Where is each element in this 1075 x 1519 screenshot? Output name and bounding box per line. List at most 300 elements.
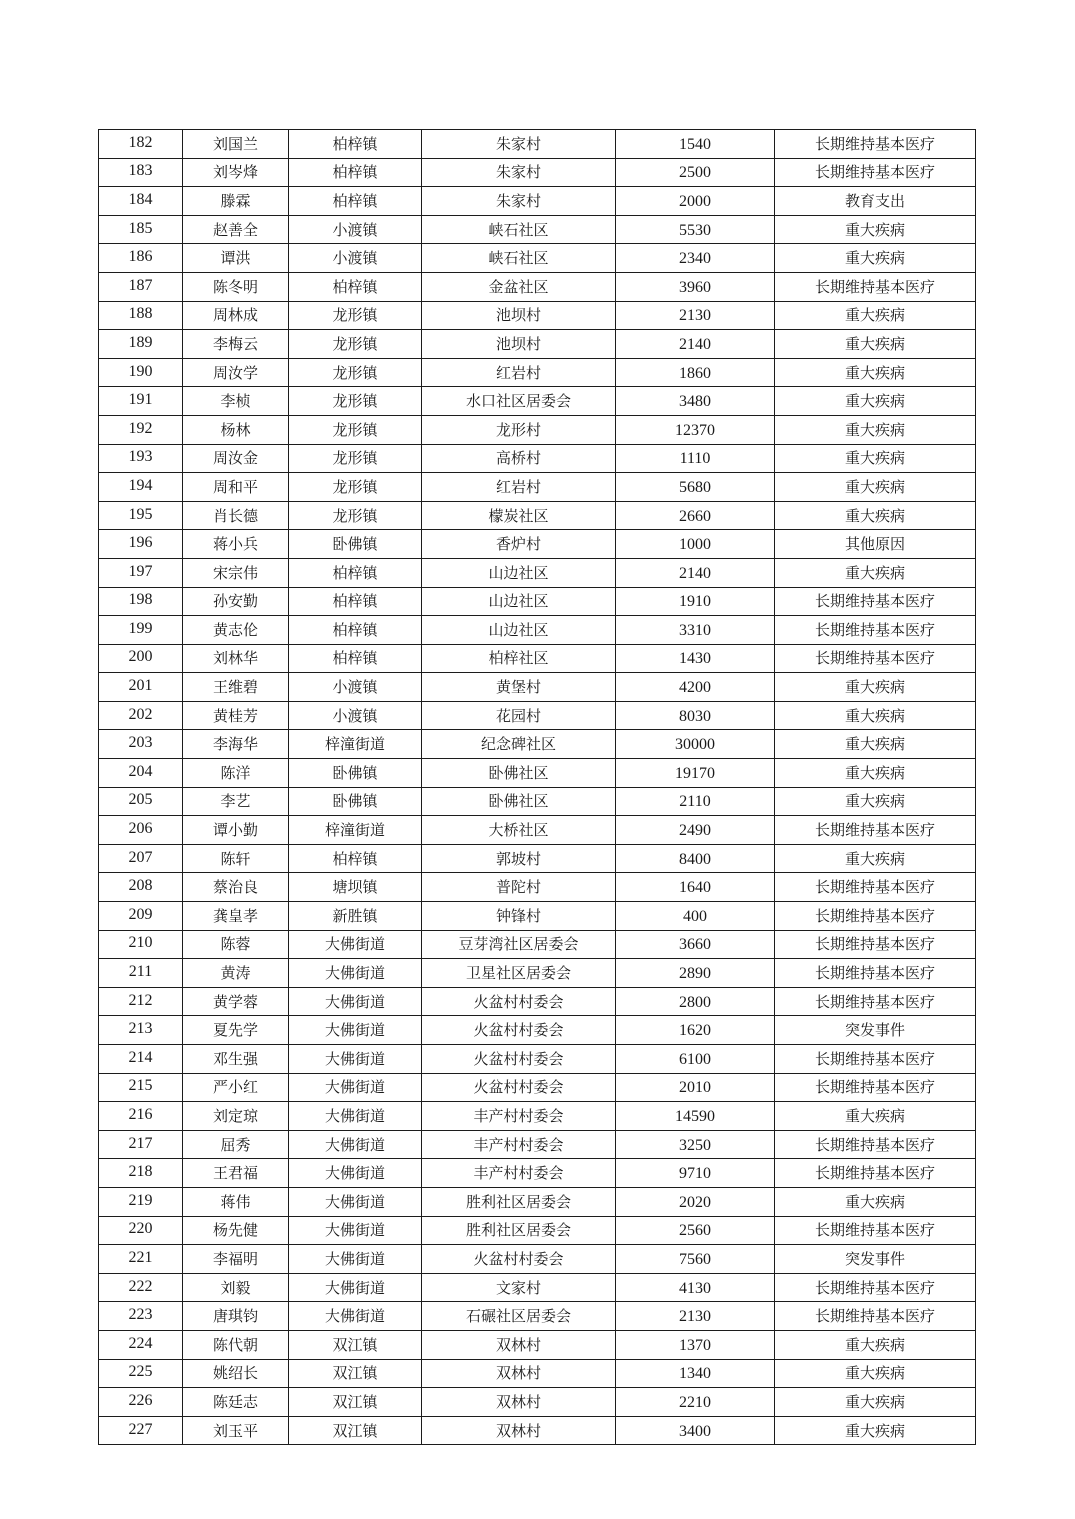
cell-name: 王维碧 [183, 673, 289, 702]
cell-name: 黄志伦 [183, 616, 289, 645]
cell-amount: 19170 [616, 759, 775, 788]
cell-village: 文家村 [422, 1273, 616, 1302]
cell-village: 丰产村村委会 [422, 1130, 616, 1159]
cell-name: 李艺 [183, 787, 289, 816]
cell-reason: 重大疾病 [775, 1359, 976, 1388]
cell-serial-number: 188 [99, 301, 183, 330]
cell-reason: 重大疾病 [775, 444, 976, 473]
cell-village: 丰产村村委会 [422, 1159, 616, 1188]
cell-town: 新胜镇 [289, 902, 422, 931]
cell-reason: 突发事件 [775, 1016, 976, 1045]
cell-reason: 长期维持基本医疗 [775, 930, 976, 959]
cell-reason: 长期维持基本医疗 [775, 1073, 976, 1102]
cell-amount: 7560 [616, 1245, 775, 1274]
cell-serial-number: 194 [99, 473, 183, 502]
table-row [99, 387, 976, 416]
cell-name: 陈代朝 [183, 1330, 289, 1359]
cell-name: 陈廷志 [183, 1388, 289, 1417]
cell-serial-number: 207 [99, 844, 183, 873]
cell-village: 山边社区 [422, 558, 616, 587]
cell-village: 纪念碑社区 [422, 730, 616, 759]
cell-reason: 长期维持基本医疗 [775, 644, 976, 673]
cell-town: 塘坝镇 [289, 873, 422, 902]
cell-name: 蒋小兵 [183, 530, 289, 559]
cell-town: 大佛街道 [289, 1102, 422, 1131]
cell-serial-number: 220 [99, 1216, 183, 1245]
cell-serial-number: 191 [99, 387, 183, 416]
cell-town: 龙形镇 [289, 415, 422, 444]
cell-amount: 2000 [616, 187, 775, 216]
cell-village: 郭坡村 [422, 844, 616, 873]
relief-recipients-table [98, 129, 976, 1445]
cell-name: 蒋伟 [183, 1187, 289, 1216]
table-row [99, 1159, 976, 1188]
table-row [99, 1102, 976, 1131]
cell-town: 小渡镇 [289, 244, 422, 273]
cell-reason: 重大疾病 [775, 358, 976, 387]
table-row [99, 1245, 976, 1274]
cell-amount: 3660 [616, 930, 775, 959]
cell-village: 龙形村 [422, 415, 616, 444]
table-row [99, 358, 976, 387]
table-row [99, 444, 976, 473]
cell-reason: 重大疾病 [775, 215, 976, 244]
cell-town: 柏梓镇 [289, 616, 422, 645]
table-row [99, 701, 976, 730]
cell-town: 大佛街道 [289, 1302, 422, 1331]
cell-reason: 重大疾病 [775, 673, 976, 702]
cell-village: 火盆村村委会 [422, 1073, 616, 1102]
cell-town: 龙形镇 [289, 301, 422, 330]
cell-village: 火盆村村委会 [422, 1016, 616, 1045]
table-row [99, 301, 976, 330]
cell-reason: 长期维持基本医疗 [775, 1302, 976, 1331]
cell-town: 大佛街道 [289, 930, 422, 959]
cell-village: 火盆村村委会 [422, 987, 616, 1016]
cell-serial-number: 222 [99, 1273, 183, 1302]
cell-name: 刘玉平 [183, 1416, 289, 1445]
cell-village: 水口社区居委会 [422, 387, 616, 416]
cell-reason: 重大疾病 [775, 1330, 976, 1359]
cell-name: 王君福 [183, 1159, 289, 1188]
cell-serial-number: 223 [99, 1302, 183, 1331]
cell-village: 豆芽湾社区居委会 [422, 930, 616, 959]
cell-name: 陈冬明 [183, 272, 289, 301]
cell-name: 陈蓉 [183, 930, 289, 959]
table-row [99, 158, 976, 187]
cell-name: 龚皇孝 [183, 902, 289, 931]
cell-amount: 2340 [616, 244, 775, 273]
cell-reason: 长期维持基本医疗 [775, 1216, 976, 1245]
cell-name: 蔡治良 [183, 873, 289, 902]
cell-village: 朱家村 [422, 130, 616, 159]
cell-amount: 14590 [616, 1102, 775, 1131]
cell-serial-number: 200 [99, 644, 183, 673]
cell-serial-number: 225 [99, 1359, 183, 1388]
cell-reason: 长期维持基本医疗 [775, 987, 976, 1016]
cell-reason: 重大疾病 [775, 759, 976, 788]
cell-serial-number: 214 [99, 1045, 183, 1074]
cell-village: 高桥村 [422, 444, 616, 473]
cell-village: 花园村 [422, 701, 616, 730]
cell-village: 山边社区 [422, 587, 616, 616]
cell-name: 刘定琼 [183, 1102, 289, 1131]
cell-reason: 长期维持基本医疗 [775, 587, 976, 616]
cell-village: 大桥社区 [422, 816, 616, 845]
table-row [99, 1130, 976, 1159]
cell-name: 屈秀 [183, 1130, 289, 1159]
cell-amount: 400 [616, 902, 775, 931]
cell-amount: 5530 [616, 215, 775, 244]
cell-amount: 1430 [616, 644, 775, 673]
cell-amount: 1370 [616, 1330, 775, 1359]
cell-town: 大佛街道 [289, 1273, 422, 1302]
cell-village: 普陀村 [422, 873, 616, 902]
cell-name: 孙安勤 [183, 587, 289, 616]
table-row [99, 1045, 976, 1074]
cell-town: 大佛街道 [289, 1245, 422, 1274]
cell-serial-number: 205 [99, 787, 183, 816]
table-row [99, 730, 976, 759]
cell-serial-number: 208 [99, 873, 183, 902]
cell-reason: 重大疾病 [775, 787, 976, 816]
cell-village: 钟锋村 [422, 902, 616, 931]
cell-town: 卧佛镇 [289, 787, 422, 816]
cell-serial-number: 213 [99, 1016, 183, 1045]
table-row [99, 873, 976, 902]
cell-village: 池坝村 [422, 301, 616, 330]
table-row [99, 1187, 976, 1216]
cell-serial-number: 216 [99, 1102, 183, 1131]
cell-village: 双林村 [422, 1330, 616, 1359]
cell-amount: 2130 [616, 301, 775, 330]
cell-village: 胜利社区居委会 [422, 1216, 616, 1245]
cell-town: 龙形镇 [289, 473, 422, 502]
cell-reason: 长期维持基本医疗 [775, 1045, 976, 1074]
cell-reason: 重大疾病 [775, 1416, 976, 1445]
cell-name: 唐琪钧 [183, 1302, 289, 1331]
table-row [99, 1388, 976, 1417]
cell-town: 柏梓镇 [289, 130, 422, 159]
cell-amount: 2020 [616, 1187, 775, 1216]
cell-village: 峡石社区 [422, 215, 616, 244]
cell-amount: 2490 [616, 816, 775, 845]
cell-town: 大佛街道 [289, 1187, 422, 1216]
cell-amount: 3400 [616, 1416, 775, 1445]
cell-village: 双林村 [422, 1416, 616, 1445]
table-row [99, 987, 976, 1016]
cell-amount: 3310 [616, 616, 775, 645]
cell-amount: 2560 [616, 1216, 775, 1245]
table-row [99, 1302, 976, 1331]
cell-name: 黄涛 [183, 959, 289, 988]
cell-reason: 长期维持基本医疗 [775, 902, 976, 931]
cell-village: 山边社区 [422, 616, 616, 645]
cell-town: 龙形镇 [289, 444, 422, 473]
cell-reason: 长期维持基本医疗 [775, 959, 976, 988]
cell-amount: 1620 [616, 1016, 775, 1045]
cell-village: 卧佛社区 [422, 787, 616, 816]
cell-village: 金盆社区 [422, 272, 616, 301]
cell-name: 李海华 [183, 730, 289, 759]
cell-serial-number: 190 [99, 358, 183, 387]
cell-serial-number: 204 [99, 759, 183, 788]
cell-serial-number: 193 [99, 444, 183, 473]
cell-reason: 长期维持基本医疗 [775, 1130, 976, 1159]
cell-serial-number: 183 [99, 158, 183, 187]
cell-village: 石碾社区居委会 [422, 1302, 616, 1331]
table-row [99, 558, 976, 587]
cell-reason: 教育支出 [775, 187, 976, 216]
cell-amount: 2500 [616, 158, 775, 187]
cell-town: 柏梓镇 [289, 158, 422, 187]
cell-town: 卧佛镇 [289, 759, 422, 788]
table-row [99, 187, 976, 216]
cell-name: 邓生强 [183, 1045, 289, 1074]
cell-amount: 9710 [616, 1159, 775, 1188]
cell-name: 肖长德 [183, 501, 289, 530]
cell-amount: 1340 [616, 1359, 775, 1388]
cell-reason: 突发事件 [775, 1245, 976, 1274]
cell-amount: 2140 [616, 558, 775, 587]
cell-town: 双江镇 [289, 1330, 422, 1359]
cell-town: 梓潼街道 [289, 816, 422, 845]
cell-serial-number: 186 [99, 244, 183, 273]
cell-amount: 3960 [616, 272, 775, 301]
cell-serial-number: 227 [99, 1416, 183, 1445]
cell-name: 刘岑烽 [183, 158, 289, 187]
cell-amount: 2010 [616, 1073, 775, 1102]
cell-serial-number: 209 [99, 902, 183, 931]
cell-village: 双林村 [422, 1388, 616, 1417]
cell-reason: 长期维持基本医疗 [775, 616, 976, 645]
cell-amount: 6100 [616, 1045, 775, 1074]
cell-amount: 1910 [616, 587, 775, 616]
cell-serial-number: 201 [99, 673, 183, 702]
table-row [99, 272, 976, 301]
cell-town: 柏梓镇 [289, 272, 422, 301]
cell-serial-number: 182 [99, 130, 183, 159]
cell-serial-number: 199 [99, 616, 183, 645]
cell-serial-number: 187 [99, 272, 183, 301]
cell-name: 李梅云 [183, 330, 289, 359]
cell-amount: 4200 [616, 673, 775, 702]
cell-name: 夏先学 [183, 1016, 289, 1045]
cell-reason: 长期维持基本医疗 [775, 158, 976, 187]
cell-amount: 5680 [616, 473, 775, 502]
table-row [99, 587, 976, 616]
table-row [99, 1273, 976, 1302]
cell-village: 卧佛社区 [422, 759, 616, 788]
cell-reason: 重大疾病 [775, 387, 976, 416]
cell-town: 小渡镇 [289, 701, 422, 730]
cell-name: 周林成 [183, 301, 289, 330]
cell-reason: 长期维持基本医疗 [775, 816, 976, 845]
cell-amount: 1860 [616, 358, 775, 387]
cell-name: 周和平 [183, 473, 289, 502]
cell-town: 小渡镇 [289, 215, 422, 244]
table-row [99, 1330, 976, 1359]
cell-reason: 长期维持基本医疗 [775, 1273, 976, 1302]
table-row [99, 1416, 976, 1445]
cell-town: 柏梓镇 [289, 844, 422, 873]
cell-reason: 重大疾病 [775, 1388, 976, 1417]
cell-name: 陈轩 [183, 844, 289, 873]
cell-amount: 3250 [616, 1130, 775, 1159]
cell-reason: 重大疾病 [775, 1187, 976, 1216]
cell-name: 刘毅 [183, 1273, 289, 1302]
cell-reason: 重大疾病 [775, 1102, 976, 1131]
cell-name: 刘国兰 [183, 130, 289, 159]
cell-serial-number: 210 [99, 930, 183, 959]
cell-town: 柏梓镇 [289, 187, 422, 216]
table-row [99, 673, 976, 702]
cell-town: 龙形镇 [289, 387, 422, 416]
cell-village: 卫星社区居委会 [422, 959, 616, 988]
table-row [99, 415, 976, 444]
cell-serial-number: 224 [99, 1330, 183, 1359]
cell-village: 朱家村 [422, 187, 616, 216]
table-row [99, 1073, 976, 1102]
cell-serial-number: 198 [99, 587, 183, 616]
table-row [99, 530, 976, 559]
cell-reason: 重大疾病 [775, 301, 976, 330]
cell-reason: 长期维持基本医疗 [775, 1159, 976, 1188]
cell-amount: 4130 [616, 1273, 775, 1302]
cell-amount: 2140 [616, 330, 775, 359]
cell-town: 小渡镇 [289, 673, 422, 702]
cell-amount: 1110 [616, 444, 775, 473]
cell-reason: 其他原因 [775, 530, 976, 559]
cell-reason: 重大疾病 [775, 701, 976, 730]
table-row [99, 1016, 976, 1045]
cell-village: 峡石社区 [422, 244, 616, 273]
cell-amount: 2890 [616, 959, 775, 988]
cell-town: 大佛街道 [289, 1159, 422, 1188]
cell-town: 柏梓镇 [289, 587, 422, 616]
cell-village: 火盆村村委会 [422, 1045, 616, 1074]
cell-serial-number: 185 [99, 215, 183, 244]
cell-serial-number: 195 [99, 501, 183, 530]
cell-name: 黄桂芳 [183, 701, 289, 730]
cell-amount: 2130 [616, 1302, 775, 1331]
table-row [99, 787, 976, 816]
cell-village: 黄堡村 [422, 673, 616, 702]
cell-reason: 重大疾病 [775, 473, 976, 502]
cell-town: 龙形镇 [289, 501, 422, 530]
cell-name: 严小红 [183, 1073, 289, 1102]
cell-town: 卧佛镇 [289, 530, 422, 559]
cell-reason: 长期维持基本医疗 [775, 130, 976, 159]
cell-name: 杨林 [183, 415, 289, 444]
cell-town: 双江镇 [289, 1388, 422, 1417]
cell-reason: 重大疾病 [775, 415, 976, 444]
cell-name: 李福明 [183, 1245, 289, 1274]
table-row [99, 130, 976, 159]
cell-reason: 重大疾病 [775, 330, 976, 359]
table-row [99, 644, 976, 673]
cell-reason: 重大疾病 [775, 501, 976, 530]
cell-town: 大佛街道 [289, 987, 422, 1016]
table-row [99, 215, 976, 244]
cell-town: 大佛街道 [289, 1016, 422, 1045]
cell-village: 红岩村 [422, 473, 616, 502]
table-row [99, 816, 976, 845]
cell-name: 滕霖 [183, 187, 289, 216]
cell-village: 香炉村 [422, 530, 616, 559]
cell-town: 梓潼街道 [289, 730, 422, 759]
cell-serial-number: 226 [99, 1388, 183, 1417]
cell-reason: 重大疾病 [775, 558, 976, 587]
cell-town: 大佛街道 [289, 959, 422, 988]
table-row [99, 473, 976, 502]
cell-serial-number: 192 [99, 415, 183, 444]
cell-village: 红岩村 [422, 358, 616, 387]
cell-serial-number: 211 [99, 959, 183, 988]
cell-serial-number: 215 [99, 1073, 183, 1102]
cell-amount: 8030 [616, 701, 775, 730]
cell-amount: 2210 [616, 1388, 775, 1417]
table-row [99, 759, 976, 788]
cell-name: 周汝金 [183, 444, 289, 473]
cell-reason: 长期维持基本医疗 [775, 873, 976, 902]
cell-name: 杨先健 [183, 1216, 289, 1245]
cell-serial-number: 221 [99, 1245, 183, 1274]
table-row [99, 1216, 976, 1245]
cell-reason: 重大疾病 [775, 730, 976, 759]
cell-name: 刘林华 [183, 644, 289, 673]
cell-amount: 3480 [616, 387, 775, 416]
cell-serial-number: 217 [99, 1130, 183, 1159]
cell-village: 朱家村 [422, 158, 616, 187]
cell-village: 火盆村村委会 [422, 1245, 616, 1274]
cell-village: 双林村 [422, 1359, 616, 1388]
cell-serial-number: 196 [99, 530, 183, 559]
cell-name: 谭洪 [183, 244, 289, 273]
cell-serial-number: 206 [99, 816, 183, 845]
table-row [99, 244, 976, 273]
cell-amount: 8400 [616, 844, 775, 873]
cell-name: 宋宗伟 [183, 558, 289, 587]
cell-village: 池坝村 [422, 330, 616, 359]
cell-amount: 2110 [616, 787, 775, 816]
cell-amount: 2660 [616, 501, 775, 530]
cell-serial-number: 203 [99, 730, 183, 759]
cell-serial-number: 218 [99, 1159, 183, 1188]
table-row [99, 844, 976, 873]
cell-serial-number: 197 [99, 558, 183, 587]
table-row [99, 930, 976, 959]
cell-amount: 1000 [616, 530, 775, 559]
table-row [99, 1359, 976, 1388]
cell-amount: 2800 [616, 987, 775, 1016]
cell-serial-number: 189 [99, 330, 183, 359]
cell-name: 姚绍长 [183, 1359, 289, 1388]
cell-name: 赵善全 [183, 215, 289, 244]
cell-village: 檬炭社区 [422, 501, 616, 530]
cell-reason: 重大疾病 [775, 844, 976, 873]
cell-name: 黄学蓉 [183, 987, 289, 1016]
cell-amount: 1540 [616, 130, 775, 159]
table-row [99, 616, 976, 645]
table-row [99, 902, 976, 931]
cell-serial-number: 184 [99, 187, 183, 216]
cell-town: 大佛街道 [289, 1130, 422, 1159]
cell-town: 双江镇 [289, 1416, 422, 1445]
cell-serial-number: 219 [99, 1187, 183, 1216]
cell-name: 陈洋 [183, 759, 289, 788]
cell-village: 丰产村村委会 [422, 1102, 616, 1131]
